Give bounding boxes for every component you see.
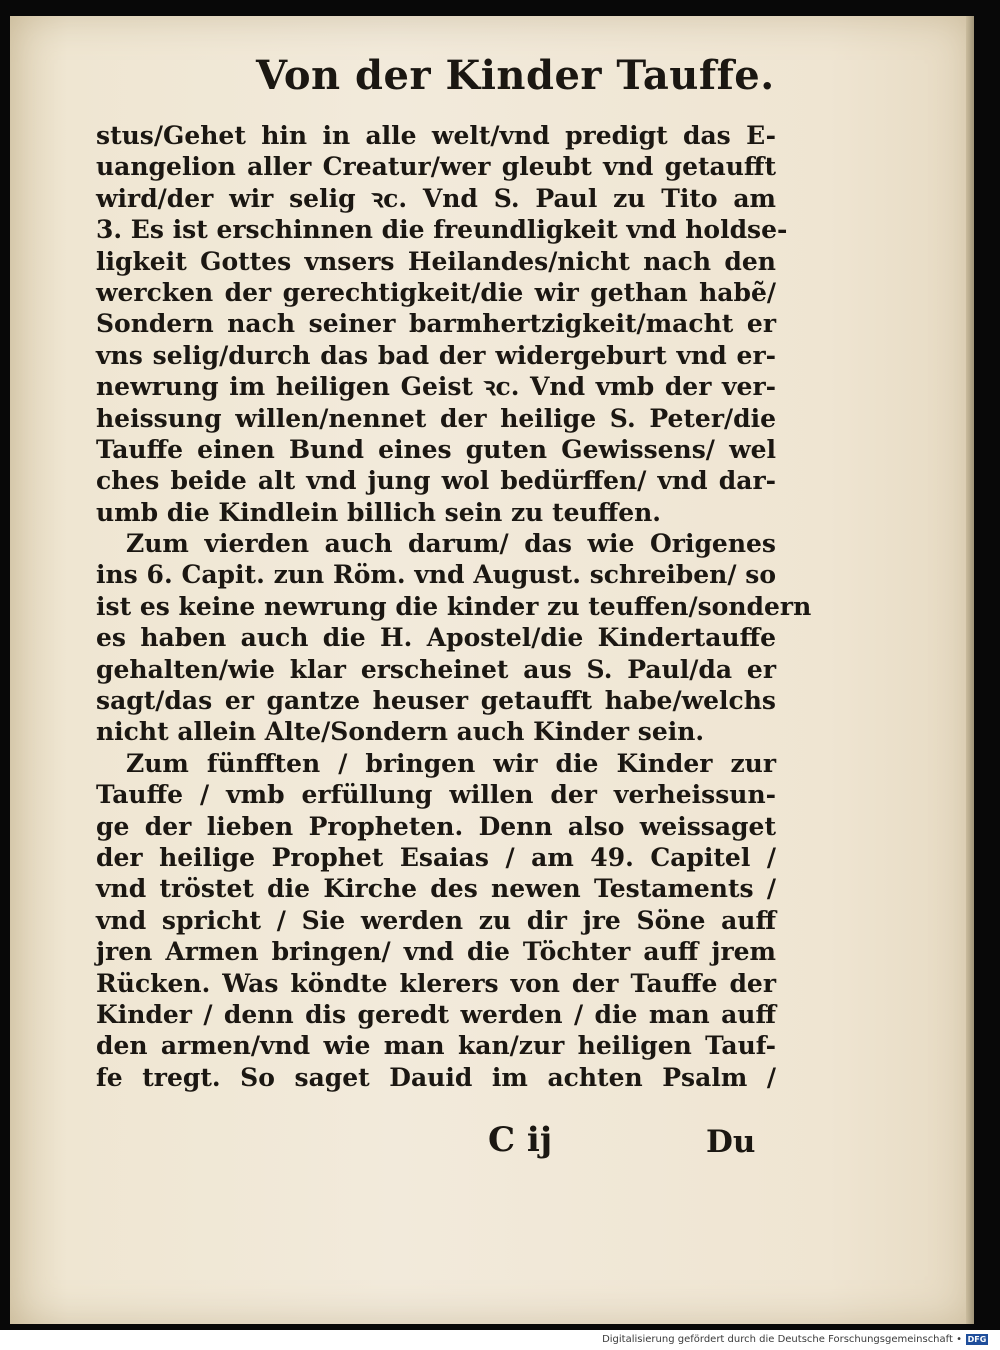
running-title: Von der Kinder Tauffe. [256,52,775,99]
text-line: Kinder / denn dis geredt werden / die man auff [96,999,776,1029]
text-line: Rücken. Was köndte klerers von der Tauffe der [96,968,776,998]
text-line: uangelion aller Creatur/wer gleubt vnd getaufft [96,152,776,182]
text-line: Zum fünfften / bringen wir die Kinder zur [126,748,776,778]
credit-bar [0,1330,1000,1350]
text-line: wercken der gerechtigkeit/die wir gethan habẽ/ [96,277,776,307]
text-line: gehalten/wie klar erscheinet aus S. Paul/da er [96,654,776,684]
text-line: den armen/vnd wie man kan/zur heiligen Tauf- [96,1031,776,1061]
text-line: stus/Gehet hin in alle welt/vnd predigt das E- [96,121,776,150]
text-line: ligkeit Gottes vnsers Heilandes/nicht nach den [96,246,776,276]
text-line: fe tregt. So saget Dauid im achten Psalm / [96,1062,776,1092]
text-line: umb die Kindlein billich sein zu teuffen. [96,497,662,527]
funding-credit: Digitalisierung gefördert durch die Deutsche Forschungsgemeinschaft • [602,1334,962,1345]
text-line: Zum vierden auch darum/ das wie Origenes [126,529,776,559]
text-line: Tauffe / vmb erfüllung willen der verheissun- [96,780,776,810]
text-line: wird/der wir selig ꝛc. Vnd S. Paul zu Tito am [96,183,776,213]
text-line: newrung im heiligen Geist ꝛc. Vnd vmb der ver- [96,372,776,402]
catchword: Du [706,1124,756,1160]
book-page [10,16,972,1324]
text-line: Tauffe einen Bund eines guten Gewissens/ wel [96,434,776,464]
text-line: es haben auch die H. Apostel/die Kindertauffe [96,623,776,653]
body-text [96,120,812,1093]
text-line: jren Armen bringen/ vnd die Töchter auff jrem [96,937,776,967]
text-line: heissung willen/nennet der heilige S. Peter/die [96,403,776,433]
text-line: sagt/das er gantze heuser getaufft habe/welchs [96,686,776,716]
text-line: vnd tröstet die Kirche des newen Testaments / [96,874,776,904]
text-line: Sondern nach seiner barmhertzigkeit/macht er [96,309,776,339]
text-line: ist es keine newrung die kinder zu teuffen/sondern [96,591,812,621]
text-line: ches beide alt vnd jung wol bedürffen/ vnd dar- [96,466,776,496]
text-line: ge der lieben Propheten. Denn also weissaget [96,811,776,841]
text-line: vnd spricht / Sie werden zu dir jre Söne auff [96,905,776,935]
text-line: vns selig/durch das bad der widergeburt vnd er- [96,340,776,370]
dfg-logo: DFG [967,1335,987,1344]
page-footer [476,1114,776,1164]
text-line: 3. Es ist erschinnen die freundligkeit vnd holdse- [96,215,788,245]
text-line: ins 6. Capit. zun Röm. vnd August. schreiben/ so [96,560,776,590]
text-line: der heilige Prophet Esaias / am 49. Capitel / [96,842,776,872]
text-line: nicht allein Alte/Sondern auch Kinder sein. [96,717,705,747]
signature-mark: C ij [488,1120,553,1160]
